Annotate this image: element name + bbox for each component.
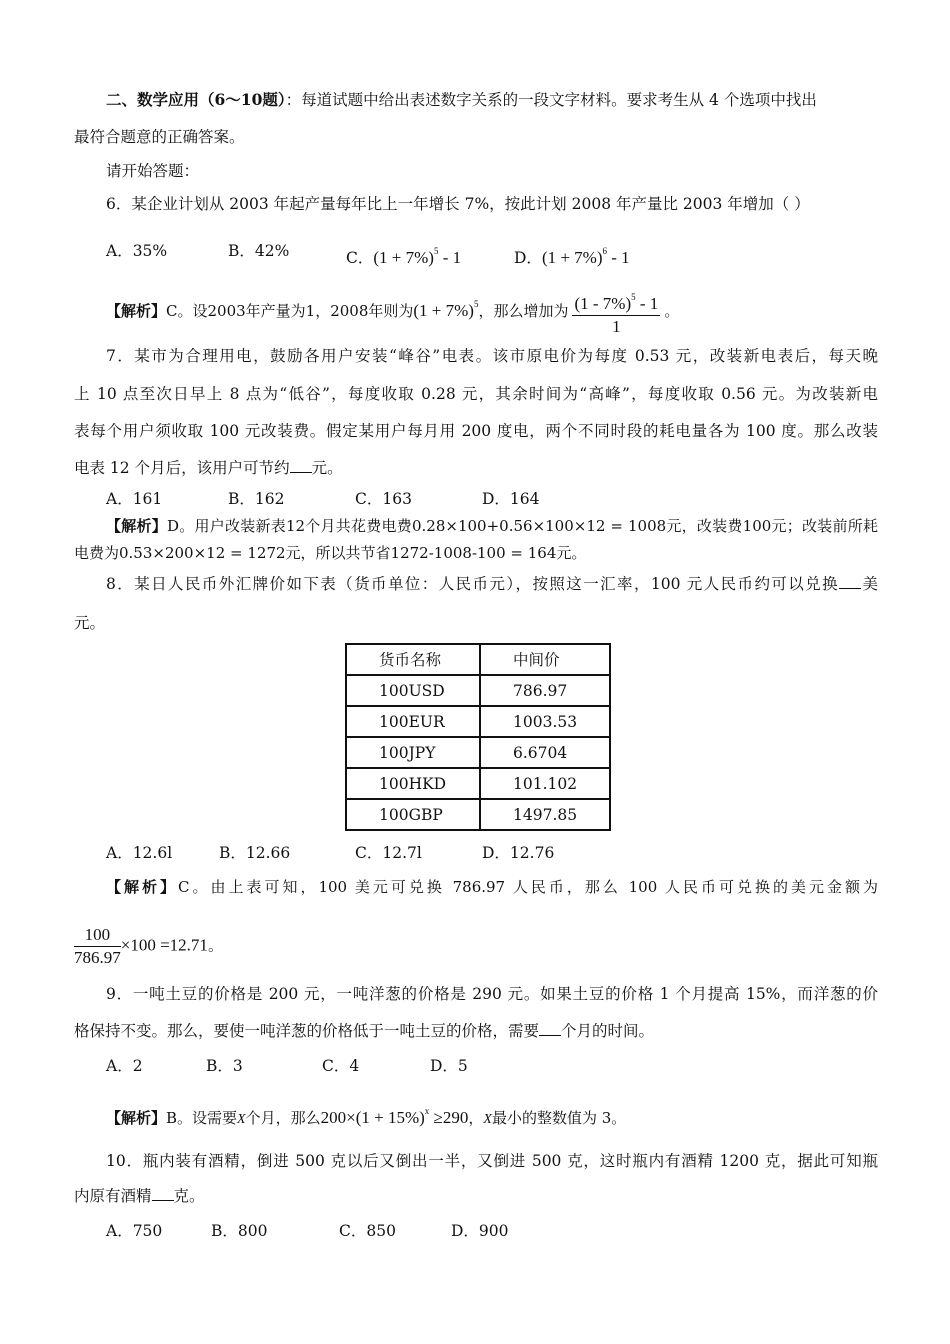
section-intro-line2: 最符合题意的正确答案。 (74, 128, 245, 146)
q7-option-b[interactable]: B．162 (228, 490, 285, 508)
q9-option-c[interactable]: C．4 (322, 1057, 360, 1075)
q7-option-a[interactable]: A．161 (106, 490, 163, 508)
q9-option-a[interactable]: A．2 (106, 1057, 143, 1075)
q10-option-c[interactable]: C．850 (339, 1222, 396, 1240)
q7-explanation-line1: 【解析】D。用户改装新表12个月共花费电费0.28×100+0.56×100×12 = 1008元，改装费100元；改装前所耗 (106, 517, 878, 535)
exchange-rate-table (345, 643, 611, 831)
q7-line3: 表每个用户须收取 100 元改装费。假定某用户每月用 200 度电，两个不同时段的耗电量各为 100 度。那么改装 (74, 422, 878, 440)
table-row (346, 799, 610, 830)
q6-explanation: 【解析】C。设2003年产量为1，2008年则为$(1 + 7\%)^5$，那么增加为 $\frac{(1 - 7\%)^5 - 1}{1}$ 。 (106, 286, 679, 338)
table-cell: 100EUR (346, 706, 480, 737)
q8-option-c[interactable]: C．12.7l (355, 844, 422, 862)
table-row (346, 737, 610, 768)
q6-stem: 6．某企业计划从 2003 年起产量每年比上一年增长 7%，按此计划 2008 年产量比 2003 年增加（ ） (106, 195, 810, 213)
table-cell: 1003.53 (480, 706, 610, 737)
table-cell: 786.97 (480, 675, 610, 706)
table-cell: 1497.85 (480, 799, 610, 830)
table-row (346, 675, 610, 706)
q6-option-a[interactable]: A．35% (106, 242, 168, 260)
answer-blank (152, 1186, 174, 1201)
section-intro-line1: 二、数学应用（6～10题）：每道试题中给出表述数字关系的一段文字材料。要求考生从 4 个选项中找出 (106, 90, 817, 109)
answer-blank (839, 574, 861, 589)
q9-option-d[interactable]: D．5 (430, 1057, 468, 1075)
table-cell: 100HKD (346, 768, 480, 799)
q7-option-c[interactable]: C．163 (355, 490, 412, 508)
q6-option-c[interactable]: C．$(1 + 7\%)^5 - 1$ (346, 246, 462, 267)
table-cell: 6.6704 (480, 737, 610, 768)
q9-line2: 格保持不变。那么，要使一吨洋葱的价格低于一吨土豆的价格，需要 个月的时间。 (74, 1022, 655, 1040)
table-header-row (346, 644, 610, 675)
table-cell: 100USD (346, 675, 480, 706)
q7-line1: 7．某市为合理用电，鼓励各用户安装“峰谷”电表。该市原电价为每度 0.53 元，改装新电表后，每天晚 (106, 347, 878, 365)
q7-option-d[interactable]: D．164 (482, 490, 540, 508)
table-row (346, 706, 610, 737)
q10-line1: 10．瓶内装有酒精，倒进 500 克以后又倒出一半，又倒进 500 克，这时瓶内有酒精 1200 克，据此可知瓶 (106, 1152, 878, 1170)
table-cell: 100JPY (346, 737, 480, 768)
table-cell: 101.102 (480, 768, 610, 799)
q9-explanation: 【解析】B。设需要X个月，那么$200\times(1 + 15\%)^x \ge 290$，X最小的整数值为 3。 (106, 1106, 627, 1127)
q8-explanation-line2: $\frac{100}{786.97}$ ×100 =12.71。 (74, 925, 223, 967)
q6-option-b[interactable]: B．42% (228, 242, 290, 260)
q8-option-b[interactable]: B．12.66 (219, 844, 291, 862)
q6-option-d[interactable]: D．$(1 + 7\%)^6 - 1$ (514, 246, 630, 267)
q7-line4: 电表 12 个月后，该用户可节约 元。 (74, 459, 343, 477)
start-prompt: 请开始答题： (106, 162, 200, 180)
q8-line2: 元。 (74, 614, 106, 632)
table-header-cell: 中间价 (480, 644, 610, 675)
q8-line1: 8．某日人民币外汇牌价如下表（货币单位：人民币元），按照这一汇率，100 元人民币约可以兑换 美 (106, 575, 878, 593)
q10-option-b[interactable]: B．800 (211, 1222, 268, 1240)
q10-option-a[interactable]: A．750 (106, 1222, 163, 1240)
q9-line1: 9．一吨土豆的价格是 200 元，一吨洋葱的价格是 290 元。如果土豆的价格 1 个月提高 15%，而洋葱的价 (106, 985, 878, 1003)
q10-option-d[interactable]: D．900 (451, 1222, 509, 1240)
q6-fraction: $\frac{(1 - 7\%)^5 - 1}{1}$ (572, 286, 660, 338)
q8-fraction: $\frac{100}{786.97}$ (74, 925, 121, 967)
answer-blank (539, 1021, 561, 1036)
table-cell: 100GBP (346, 799, 480, 830)
q9-option-b[interactable]: B．3 (206, 1057, 243, 1075)
table-header-cell: 货币名称 (346, 644, 480, 675)
q8-option-d[interactable]: D．12.76 (482, 844, 555, 862)
q8-explanation-line1: 【解析】C。由上表可知，100 美元可兑换 786.97 人民币，那么 100 人民币可兑换的美元金额为 (106, 878, 878, 896)
q10-line2: 内原有酒精 克。 (74, 1187, 205, 1205)
q8-option-a[interactable]: A．12.6l (106, 844, 173, 862)
section-title: 二、数学应用（6～10题） (106, 90, 286, 109)
q7-explanation-line2: 电费为0.53×200×12 = 1272元，所以共节省1272-1008-100 = 164元。 (74, 544, 587, 562)
answer-blank (290, 458, 312, 473)
table-row (346, 768, 610, 799)
q7-line2: 上 10 点至次日早上 8 点为“低谷”，每度收取 0.28 元，其余时间为“高峰”，每度收取 0.56 元。为改装新电 (74, 385, 878, 403)
